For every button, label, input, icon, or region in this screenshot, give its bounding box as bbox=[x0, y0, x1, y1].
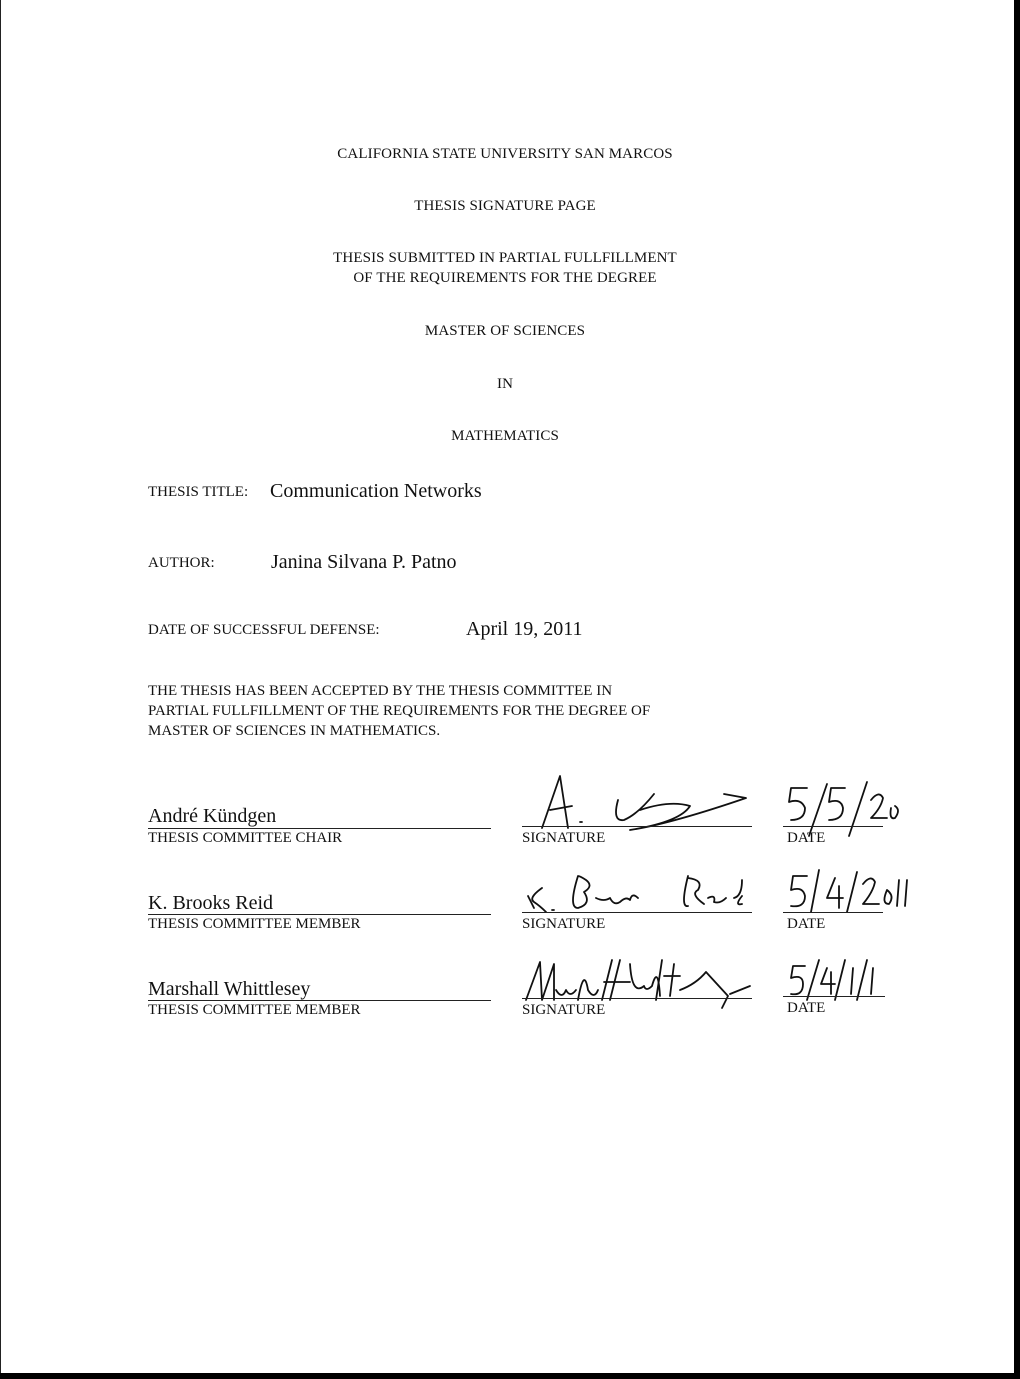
signature-line bbox=[522, 998, 752, 999]
university-name: CALIFORNIA STATE UNIVERSITY SAN MARCOS bbox=[337, 146, 673, 162]
committee-member-role-1: THESIS COMMITTEE MEMBER bbox=[148, 916, 361, 932]
committee-member-name-2: Marshall Whittlesey bbox=[148, 978, 311, 1000]
date-caption: DATE bbox=[787, 1000, 826, 1016]
thesis-title-value: Communication Networks bbox=[270, 480, 482, 502]
name-line bbox=[148, 1000, 491, 1001]
author-label: AUTHOR: bbox=[148, 555, 215, 571]
name-line bbox=[148, 914, 491, 915]
date-line bbox=[783, 996, 885, 997]
author-value: Janina Silvana P. Patno bbox=[271, 551, 457, 573]
acceptance-line-2: PARTIAL FULLFILLMENT OF THE REQUIREMENTS FOR THE DEGREE OF bbox=[148, 703, 651, 719]
date-line bbox=[783, 826, 883, 827]
submitted-line-1: THESIS SUBMITTED IN PARTIAL FULLFILLMENT bbox=[333, 250, 677, 266]
acceptance-line-3: MASTER OF SCIENCES IN MATHEMATICS. bbox=[148, 723, 441, 739]
scan-edge-right bbox=[1014, 0, 1020, 1379]
handwritten-signature-2 bbox=[520, 868, 760, 916]
scan-edge-bottom bbox=[0, 1373, 1020, 1379]
degree-in: IN bbox=[496, 376, 514, 392]
name-line bbox=[148, 828, 491, 829]
acceptance-line-1: THE THESIS HAS BEEN ACCEPTED BY THE THESIS COMMITTEE IN bbox=[148, 683, 613, 699]
signature-line bbox=[522, 912, 752, 913]
defense-date-label: DATE OF SUCCESSFUL DEFENSE: bbox=[148, 622, 380, 638]
date-caption: DATE bbox=[787, 830, 826, 846]
thesis-title-label: THESIS TITLE: bbox=[148, 484, 249, 500]
signature-caption: SIGNATURE bbox=[522, 1002, 606, 1018]
committee-chair-role: THESIS COMMITTEE CHAIR bbox=[148, 830, 343, 846]
degree-name: MASTER OF SCIENCES bbox=[424, 323, 586, 339]
signature-caption: SIGNATURE bbox=[522, 916, 606, 932]
date-line bbox=[783, 912, 883, 913]
defense-date-value: April 19, 2011 bbox=[466, 618, 583, 640]
page-type: THESIS SIGNATURE PAGE bbox=[414, 198, 596, 214]
date-caption: DATE bbox=[787, 916, 826, 932]
committee-chair-name: André Kündgen bbox=[148, 805, 277, 827]
signature-caption: SIGNATURE bbox=[522, 830, 606, 846]
signature-line bbox=[522, 826, 752, 827]
submitted-line-2: OF THE REQUIREMENTS FOR THE DEGREE bbox=[353, 270, 657, 286]
committee-member-role-2: THESIS COMMITTEE MEMBER bbox=[148, 1002, 361, 1018]
committee-member-name-1: K. Brooks Reid bbox=[148, 892, 273, 914]
degree-field: MATHEMATICS bbox=[451, 428, 559, 444]
handwritten-date-2 bbox=[783, 866, 903, 916]
acceptance-statement bbox=[148, 681, 650, 741]
